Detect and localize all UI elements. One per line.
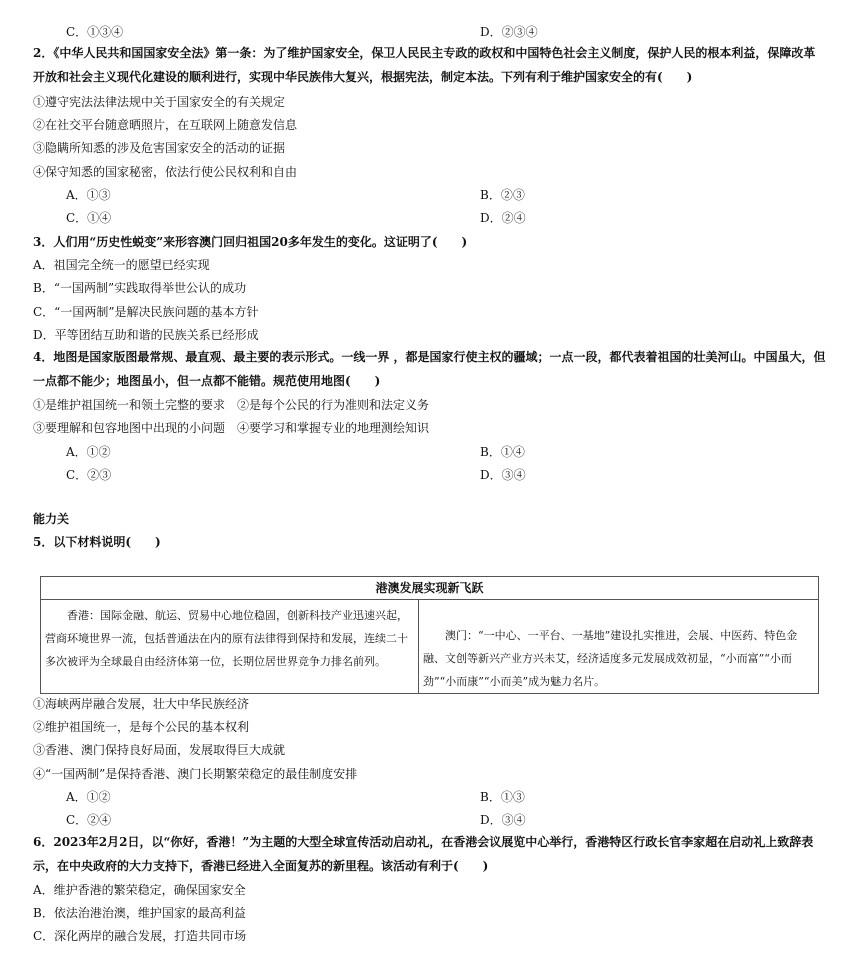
q3-option-c: C．“一国两制”是解决民族问题的基本方针 xyxy=(33,305,259,319)
q5-option-a: A．①② xyxy=(66,790,111,804)
q2-item-4: ④保守知悉的国家秘密，依法行使公民权利和自由 xyxy=(33,165,298,179)
q6-option-a: A．维护香港的繁荣稳定，确保国家安全 xyxy=(33,883,246,897)
q2-option-b: B．②③ xyxy=(480,188,525,202)
q5-option-c: C．②④ xyxy=(66,813,112,827)
q6-stem: 6．2023年2月2日，以“你好，香港！”为主题的大型全球宣传活动启动礼，在香港会议展览中心举行，香港特区行政长官李家超在启动礼上致辞表示，在中央政府的大力支持下，香港已经进入全面复苏的新里程。该活动有利于( ) xyxy=(33,835,814,873)
q3-option-b: B．“一国两制”实践取得举世公认的成功 xyxy=(33,281,247,295)
q4-option-a: A．①② xyxy=(66,445,111,459)
material-macau: 澳门：“一中心、一平台、一基地”建设扎实推进，会展、中医药、特色金融、文创等新兴产业方兴未艾，经济适度多元发展成效初显，“小而富”“小而劲”“小而康”“小而美”成为魅力名片。 xyxy=(423,629,798,688)
q4-option-c: C．②③ xyxy=(66,468,112,482)
material-hong-kong: 香港：国际金融、航运、贸易中心地位稳固，创新科技产业迅速兴起，营商环境世界一流，包括普通法在内的原有法律得到保持和发展，连续二十多次被评为全球最自由经济体第一位，长期位居世界竞争力排名前列。 xyxy=(41,600,419,693)
material-table-title: 港澳发展实现新飞跃 xyxy=(41,577,818,600)
material-table xyxy=(40,576,819,694)
q4-items-2: ③要理解和包容地图中出现的小问题 ④要学习和掌握专业的地理测绘知识 xyxy=(33,421,430,435)
q6-option-c: C．深化两岸的融合发展，打造共同市场 xyxy=(33,929,247,943)
q5-item-2: ②维护祖国统一，是每个公民的基本权利 xyxy=(33,720,250,734)
q4-option-b: B．①④ xyxy=(480,445,525,459)
q5-option-d: D．③④ xyxy=(480,813,526,827)
q2-item-1: ①遵守宪法法律法规中关于国家安全的有关规定 xyxy=(33,95,286,109)
q1-option-c: C．①③④ xyxy=(66,25,124,39)
q2-option-d: D．②④ xyxy=(480,211,526,225)
q5-item-3: ③香港、澳门保持良好局面，发展取得巨大成就 xyxy=(33,743,286,757)
q1-option-d: D．②③④ xyxy=(480,25,538,39)
q2-item-3: ③隐瞒所知悉的涉及危害国家安全的活动的证据 xyxy=(33,141,286,155)
q4-stem: 4．地图是国家版图最常规、最直观、最主要的表示形式。一线一界 ，都是国家行使主权的疆域；一点一段，都代表着祖国的壮美河山。中国虽大，但一点都不能少；地图虽小，但一点都不能错。规范使用地图( ) xyxy=(33,350,826,388)
q5-item-1: ①海峡两岸融合发展，壮大中华民族经济 xyxy=(33,697,250,711)
q3-stem: 3．人们用“历史性蜕变”来形容澳门回归祖国20多年发生的变化。这证明了( ) xyxy=(33,235,468,249)
q4-option-d: D．③④ xyxy=(480,468,526,482)
q5-option-b: B．①③ xyxy=(480,790,525,804)
q5-stem: 5．以下材料说明( ) xyxy=(33,535,161,549)
q2-item-2: ②在社交平台随意晒照片，在互联网上随意发信息 xyxy=(33,118,298,132)
q5-item-4: ④“一国两制”是保持香港、澳门长期繁荣稳定的最佳制度安排 xyxy=(33,767,358,781)
q2-option-a: A．①③ xyxy=(66,188,111,202)
q6-option-b: B．依法治港治澳，维护国家的最高利益 xyxy=(33,906,246,920)
q3-option-d: D．平等团结互助和谐的民族关系已经形成 xyxy=(33,328,259,342)
section-heading: 能力关 xyxy=(33,512,70,526)
q2-option-c: C．①④ xyxy=(66,211,112,225)
q4-items-1: ①是维护祖国统一和领土完整的要求 ②是每个公民的行为准则和法定义务 xyxy=(33,398,430,412)
q2-stem: 2．《中华人民共和国国家安全法》第一条：为了维护国家安全，保卫人民民主专政的政权和中国特色社会主义制度，保护人民的根本利益，保障改革开放和社会主义现代化建设的顺利进行，实现中华民族伟大复兴，根据宪法，制定本法。下列有利于维护国家安全的有( ) xyxy=(33,46,816,84)
q3-option-a: A．祖国完全统一的愿望已经实现 xyxy=(33,258,210,272)
